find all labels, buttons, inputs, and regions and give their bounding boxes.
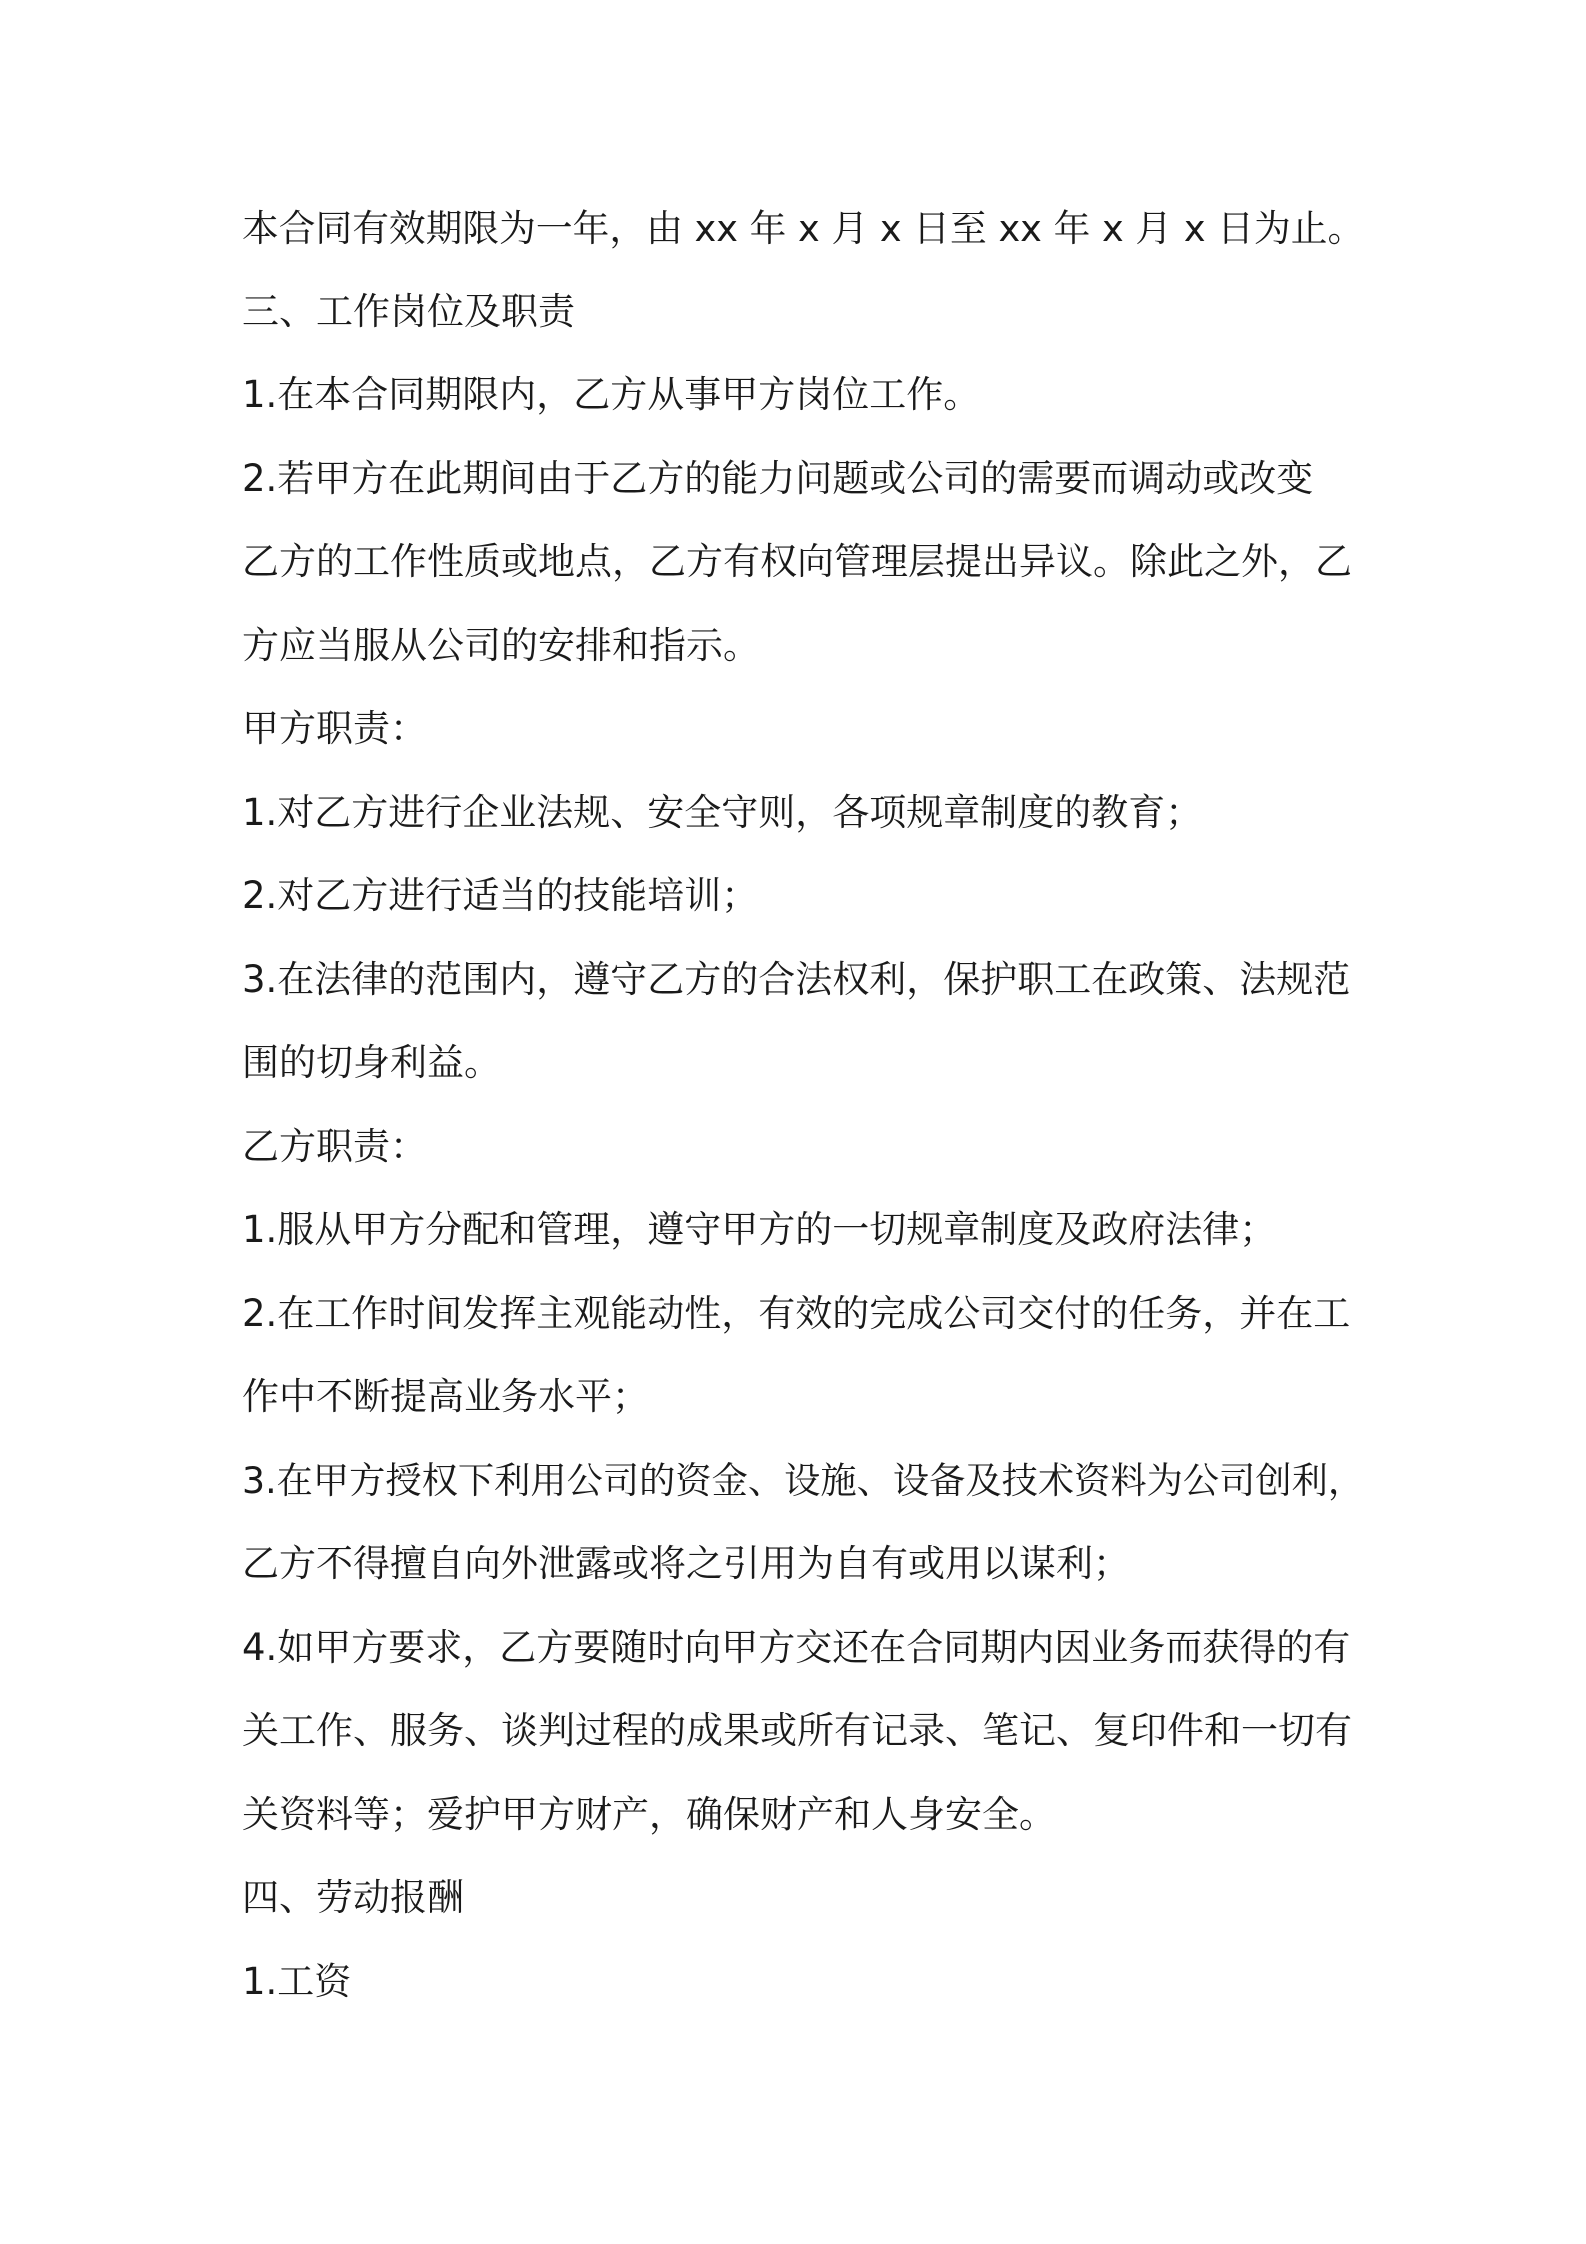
wage-item-heading: 1.工资 (242, 1960, 352, 2003)
text-line: 关资料等；爱护甲方财产，确保财产和人身安全。 (242, 1793, 1056, 1836)
section-heading-job-duties: 三、工作岗位及职责 (242, 290, 575, 333)
party-a-duties-heading: 甲方职责： (242, 707, 427, 750)
text-line: 方应当服从公司的安排和指示。 (242, 624, 760, 667)
text-line: 2.若甲方在此期间由于乙方的能力问题或公司的需要而调动或改变 (242, 457, 1314, 500)
text-line: 作中不断提高业务水平； (242, 1375, 649, 1418)
section-heading-remuneration: 四、劳动报酬 (242, 1876, 464, 1919)
contract-term-line: 本合同有效期限为一年，由 xx 年 x 月 x 日至 xx 年 x 月 x 日为止。 (242, 207, 1365, 250)
text-line: 2.对乙方进行适当的技能培训； (242, 874, 759, 917)
text-line: 1.对乙方进行企业法规、安全守则，各项规章制度的教育； (242, 791, 1203, 834)
text-line: 3.在法律的范围内，遵守乙方的合法权利，保护职工在政策、法规范 (242, 958, 1351, 1001)
party-b-duties-heading: 乙方职责： (242, 1125, 427, 1168)
text-line: 3.在甲方授权下利用公司的资金、设施、设备及技术资料为公司创利， (242, 1459, 1365, 1502)
text-line: 乙方不得擅自向外泄露或将之引用为自有或用以谋利； (242, 1542, 1130, 1585)
text-line: 围的切身利益。 (242, 1041, 501, 1084)
text-line: 4.如甲方要求，乙方要随时向甲方交还在合同期内因业务而获得的有 (242, 1626, 1351, 1669)
text-line: 关工作、服务、谈判过程的成果或所有记录、笔记、复印件和一切有 (242, 1709, 1352, 1752)
text-line: 1.服从甲方分配和管理，遵守甲方的一切规章制度及政府法律； (242, 1208, 1277, 1251)
text-line: 1.在本合同期限内，乙方从事甲方岗位工作。 (242, 373, 981, 416)
text-line: 2.在工作时间发挥主观能动性，有效的完成公司交付的任务，并在工 (242, 1292, 1351, 1335)
text-line: 乙方的工作性质或地点，乙方有权向管理层提出异议。除此之外，乙 (242, 540, 1352, 583)
